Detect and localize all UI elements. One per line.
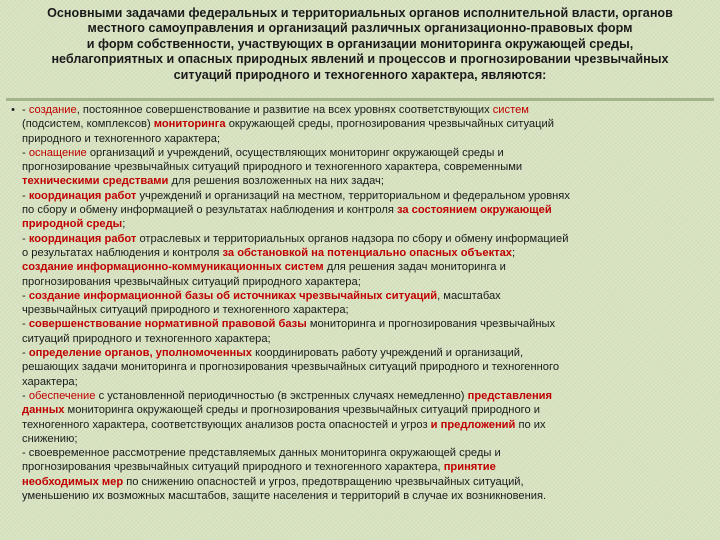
highlighted-term: техническими средствами [22, 175, 169, 188]
body-line [22, 475, 714, 489]
body-text-segment: техногенного характера, соответствующих анализов роста опасностей и угроз [22, 418, 431, 431]
body-line [22, 489, 714, 503]
title-line: ситуаций природного и техногенного характера, являются: [173, 67, 547, 82]
body-text-segment: для решения задач мониторинга и [323, 261, 506, 274]
body-text-segment: уменьшению их возможных масштабов, защите населения и территорий в случае их возникновения. [22, 490, 547, 503]
highlighted-term: создание информационной базы об источниках чрезвычайных ситуаций [28, 289, 438, 302]
body-line [22, 317, 714, 331]
body-line [22, 174, 714, 188]
body-line [22, 232, 714, 246]
highlighted-term: систем [492, 104, 529, 116]
body-line [22, 132, 714, 146]
body-line [22, 303, 714, 317]
highlighted-term: данных [22, 404, 65, 417]
highlighted-term: необходимых мер [22, 475, 124, 488]
body-text-segment: - [22, 318, 29, 331]
body-line [22, 103, 714, 117]
body-text-segment: - [22, 347, 29, 360]
body-line [22, 203, 714, 217]
body-text-segment: - [22, 189, 29, 202]
body-text-segment: прогнозирования чрезвычайных ситуаций природного и техногенного характера, [22, 461, 444, 474]
highlighted-term: принятие [443, 461, 496, 474]
highlighted-term: представления [467, 389, 553, 402]
highlighted-term: определение органов, уполномоченных [28, 347, 252, 360]
body-line [22, 375, 714, 389]
highlighted-term: за обстановкой на потенциально опасных объектах [222, 246, 513, 259]
body-text-segment: - своевременное рассмотрение представляемых данных мониторинга окружающей среды и [22, 447, 501, 460]
body-text-segment: для решения возложенных на них задач; [168, 175, 384, 188]
highlighted-term: совершенствование нормативной правовой базы [28, 318, 307, 331]
body-text-segment: чрезвычайных ситуаций природного и техногенного характера; [22, 304, 349, 317]
body-line [22, 289, 714, 303]
slide-body-text [8, 103, 714, 535]
body-text-segment: снижению; [22, 432, 78, 445]
highlighted-term: за состоянием окружающей [396, 204, 552, 217]
highlighted-term: создание [28, 104, 77, 116]
body-text-segment: окружающей среды, прогнозирования чрезвычайных ситуаций [225, 118, 554, 131]
title-divider [6, 98, 714, 101]
body-text-segment: о результатах наблюдения и контроля [22, 246, 223, 259]
highlighted-term: создание информационно-коммуникационных систем [22, 261, 324, 274]
body-line [22, 246, 714, 260]
body-line [22, 460, 714, 474]
highlighted-term: обеспечение [28, 389, 96, 402]
body-text-segment: характера; [22, 375, 78, 388]
highlighted-term: координация работ [28, 232, 137, 245]
body-text-segment: - [22, 289, 29, 302]
body-line [22, 432, 714, 446]
body-line [22, 403, 714, 417]
highlighted-term: и предложений [430, 418, 516, 431]
body-line [22, 146, 714, 160]
body-text-segment: - [22, 146, 29, 159]
highlighted-term: координация работ [28, 189, 137, 202]
body-text-segment: ; [122, 218, 126, 231]
body-line [22, 160, 714, 174]
body-text-segment: - [22, 104, 29, 116]
title-line: Основными задачами федеральных и территориальных органов исполнительной власти, органов [47, 6, 673, 20]
body-line [22, 189, 714, 203]
body-text-segment: прогнозирование чрезвычайных ситуаций природного и техногенного характера, современными [22, 161, 523, 174]
body-line [22, 117, 714, 131]
body-line [22, 217, 714, 231]
body-text-segment: координировать работу учреждений и организаций, [252, 347, 524, 360]
body-text-segment: по сбору и обмену информацией о результатах наблюдения и контроля [22, 204, 397, 217]
body-text-segment: по их [515, 418, 546, 431]
title-line: и форм собственности, участвующих в организации мониторинга окружающей среды, [86, 36, 634, 51]
body-text-segment: с установленной периодичностью (в экстренных случаях немедленно) [95, 389, 468, 402]
highlighted-term: мониторинга [153, 118, 226, 131]
body-text-segment: (подсистем, комплексов) [22, 118, 154, 131]
body-line [22, 332, 714, 346]
body-line [22, 346, 714, 360]
highlighted-term: природной среды [22, 218, 123, 231]
body-text-segment: по снижению опасностей и угроз, предотвращению чрезвычайных ситуаций, [123, 475, 524, 488]
body-text-segment: прогнозирования чрезвычайных ситуаций природного характера; [22, 275, 361, 288]
body-text-segment: организаций и учреждений, осуществляющих мониторинг окружающей среды и [86, 146, 504, 159]
body-line [22, 389, 714, 403]
body-text-segment: - [22, 232, 29, 245]
body-text-segment: учреждений и организаций на местном, территориальном и федеральном уровнях [136, 189, 570, 202]
body-text-segment: - [22, 389, 29, 402]
body-text-segment: природного и техногенного характера; [22, 132, 221, 145]
body-line [22, 360, 714, 374]
body-text-segment: ; [512, 246, 516, 259]
highlighted-term: оснащение [28, 146, 87, 159]
body-text-segment: , масштабах [437, 289, 501, 302]
body-text-segment: ситуаций природного и техногенного характера; [22, 332, 271, 345]
title-line: местного самоуправления и организаций различных организационно-правовых форм [87, 21, 633, 36]
body-text-segment: мониторинга окружающей среды и прогнозирования чрезвычайных ситуаций природного и [64, 404, 540, 417]
body-text-segment: мониторинга и прогнозирования чрезвычайных [306, 318, 556, 331]
body-line [22, 275, 714, 289]
bullet-dot-icon: • [11, 104, 15, 116]
body-line [22, 418, 714, 432]
body-line [22, 260, 714, 274]
body-text-segment: , постоянное совершенствование и развитие на всех уровнях соответствующих [76, 104, 493, 116]
title-line: неблагоприятных и опасных природных явлений и процессов и прогнозировании чрезвычайных [51, 52, 669, 67]
body-text-segment: отраслевых и территориальных органов надзора по сбору и обмену информацией [136, 232, 569, 245]
body-line [22, 446, 714, 460]
slide-title [8, 6, 712, 83]
body-text-segment: решающих задачи мониторинга и прогнозирования чрезвычайных ситуаций природного и техногенного [22, 361, 560, 374]
